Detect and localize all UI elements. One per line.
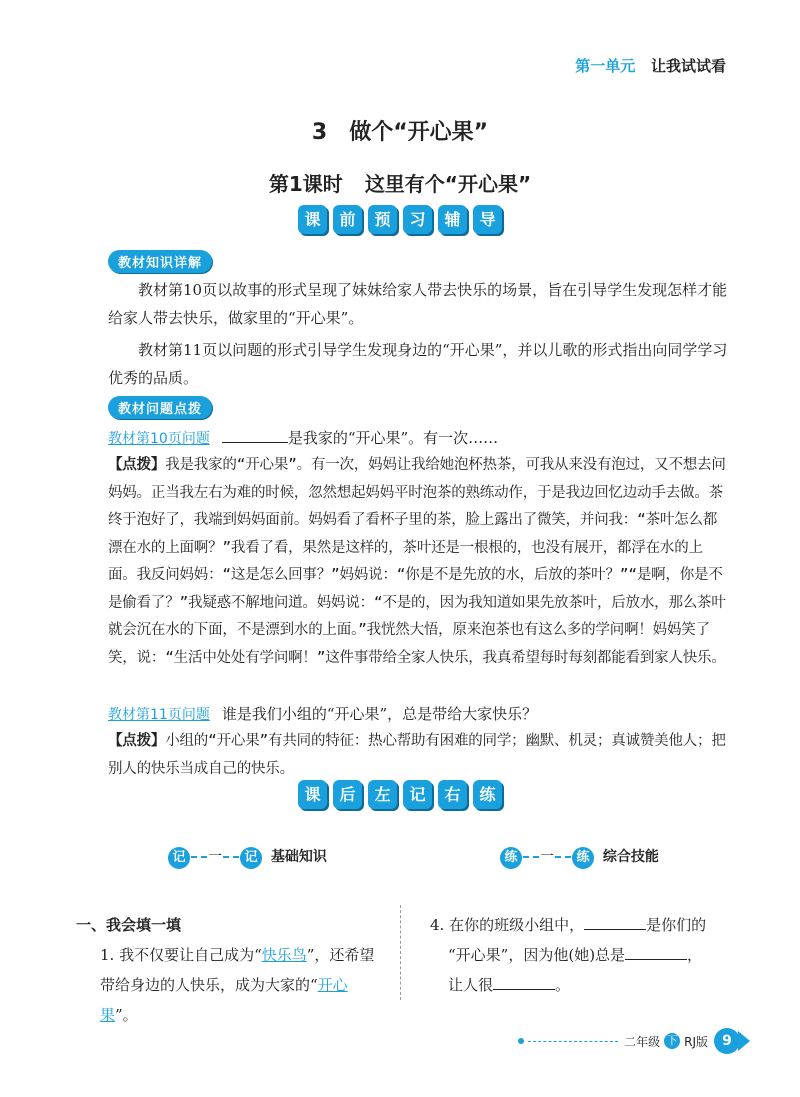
answer-2-text: 小组的“开心果”有共同的特征：热心帮助有困难的同学；幽默、机灵；真诚赞美他人；把别人的快乐当成自己的快乐。 <box>108 733 726 777</box>
answer-blank[interactable] <box>222 428 288 443</box>
left-block-label: 基础知识 <box>270 849 327 865</box>
dash-link <box>555 856 571 858</box>
banner-tile: 右 <box>438 780 467 809</box>
footer-edition: RJ版 <box>684 1034 708 1049</box>
page-number: 9 <box>714 1028 740 1054</box>
right-block-header <box>500 846 659 869</box>
lesson-subtitle <box>0 168 800 197</box>
ring-separator: 一 <box>540 849 554 865</box>
dash-link <box>191 856 207 858</box>
ring-char: 记 <box>240 847 262 869</box>
lesson-title <box>0 115 800 146</box>
section-label-questions: 教材问题点拨 <box>108 396 212 419</box>
exercise-4-line-3: 让人很 。 <box>448 976 571 994</box>
banner-tile: 记 <box>403 780 432 809</box>
answer-1-text: 我是我家的“开心果”。有一次，妈妈让我给她泡杯热茶，可我从来没有泡过，又不想去问妈妈。正当我左右为难的时候，忽然想起妈妈平时泡茶的熟练动作，于是我边回忆边动手去做。茶终于泡好了，我端到妈妈面前。妈妈看了看杯子里的茶，脸上露出了微笑，并问我：“茶叶怎么都漂在水的上面啊？”我看了看，果然是这样的，茶叶还是一根根的，也没有展开，都浮在水的上面。我反问妈妈：“这是怎么回事？”妈妈说：“你是不是先放的水，后放的茶叶？”“是啊，你是不是偷看了？”我疑惑不解地问道。妈妈说：“不是的，因为我知道如果先放茶叶，后放水，那么茶叶就会沉在水的下面，不是漂到水的上面。”我恍然大悟，原来泡茶也有这么多的学问啊！妈妈笑了笑，说：“生活中处处有学问啊！”这件事带给全家人快乐，我真希望每时每刻都能看到家人快乐。 <box>108 457 726 666</box>
answer-1-tag: 【点拨】 <box>108 457 166 473</box>
exercise-1-answer-2: 开心果 <box>100 976 348 1024</box>
answer-blank[interactable] <box>584 915 646 930</box>
exercise-4-line-1: 4. 在你的班级小组中， 是你们的 <box>430 916 707 934</box>
left-block-header <box>168 846 327 869</box>
banner-tile: 预 <box>368 205 397 234</box>
question-2-text: 谁是我们小组的“开心果”，总是带给大家快乐？ <box>221 705 538 723</box>
banner-tile: 习 <box>403 205 432 234</box>
section-label-knowledge: 教材知识详解 <box>108 250 212 273</box>
unit-topic: 让我试试看 <box>650 57 726 75</box>
subtitle-name: 这里有个“开心果” <box>364 172 532 196</box>
exercise-1-end: ”。 <box>115 1006 138 1024</box>
answer-2-tag: 【点拨】 <box>108 733 166 749</box>
exercise-1 <box>100 940 385 1030</box>
ring-char: 练 <box>500 847 522 869</box>
banner-tile: 后 <box>333 780 362 809</box>
dash-link <box>223 856 239 858</box>
page-footer <box>518 1028 750 1054</box>
exercise-1-prefix: 1. 我不仅要让自己成为“ <box>100 946 262 964</box>
unit-number: 第一单元 <box>575 57 636 75</box>
subtitle-period: 第1课时 <box>268 172 343 196</box>
answer-blank[interactable] <box>625 945 687 960</box>
column-divider <box>400 905 401 1000</box>
question-2-label: 教材第11页问题 <box>108 707 210 723</box>
banner-tile: 课 <box>298 780 327 809</box>
ring-separator: 一 <box>208 849 222 865</box>
footer-arrow-icon <box>738 1031 750 1051</box>
banner-preview <box>0 205 800 234</box>
question-1-text: 是我家的“开心果”。有一次…… <box>287 429 499 447</box>
lesson-name: 做个“开心果” <box>349 120 489 145</box>
knowledge-paragraph-2: 教材第11页以问题的形式引导学生发现身边的“开心果”，并以儿歌的形式指出向同学学习优秀的品质。 <box>108 341 728 387</box>
exercise-1-answer-1: 快乐鸟 <box>261 946 307 964</box>
unit-header <box>575 55 726 76</box>
lesson-number: 3 <box>311 120 328 145</box>
knowledge-paragraph-1: 教材第10页以故事的形式呈现了妹妹给家人带去快乐的场景，旨在引导学生发现怎样才能给家人带去快乐，做家里的“开心果”。 <box>108 281 728 327</box>
exercise-1-middle: ”，还希望带给身边的人快乐，成为大家的“ <box>100 946 375 994</box>
exercise-4-line-2: “开心果”，因为他(她)总是 ， <box>448 946 703 964</box>
question-1 <box>108 424 728 453</box>
banner-tile: 课 <box>298 205 327 234</box>
banner-tile: 左 <box>368 780 397 809</box>
dash-link <box>523 856 539 858</box>
footer-line <box>528 1041 618 1042</box>
banner-practice <box>0 780 800 809</box>
banner-tile: 前 <box>333 205 362 234</box>
question-2 <box>108 700 728 729</box>
answer-blank[interactable] <box>493 975 555 990</box>
right-block-label: 综合技能 <box>602 849 659 865</box>
ring-char: 记 <box>168 847 190 869</box>
answer-1 <box>108 452 728 672</box>
banner-tile: 辅 <box>438 205 467 234</box>
exercise-heading: 一、我会填一填 <box>76 916 182 934</box>
footer-term: 下 <box>664 1033 680 1049</box>
footer-dot <box>518 1038 524 1044</box>
exercise-4 <box>430 910 730 1000</box>
banner-tile: 导 <box>473 205 502 234</box>
footer-grade: 二年级 <box>624 1034 661 1049</box>
ring-char: 练 <box>572 847 594 869</box>
banner-tile: 练 <box>473 780 502 809</box>
question-1-label: 教材第10页问题 <box>108 431 210 447</box>
answer-2 <box>108 728 728 783</box>
